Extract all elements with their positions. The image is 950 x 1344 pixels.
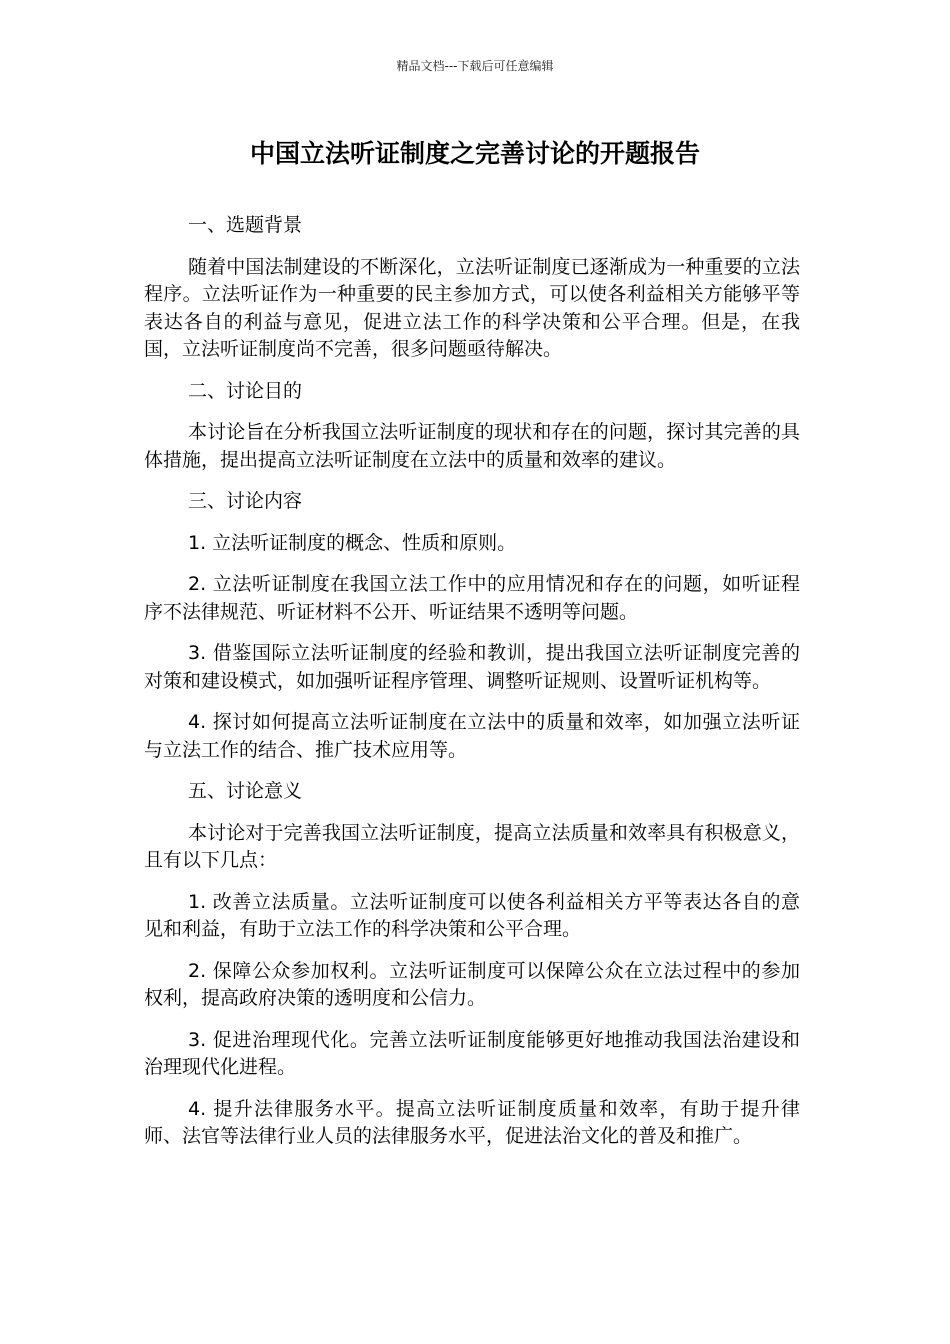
paragraph-purpose: 本讨论旨在分析我国立法听证制度的现状和存在的问题，探讨其完善的具体措施，提出提高立法听证制度在立法中的质量和效率的建议。 [144,421,800,471]
section-heading-background: 一、选题背景 [188,214,303,236]
significance-item-4: 4. 提升法律服务水平。提高立法听证制度质量和效率，有助于提升律师、法官等法律行业人员的法律服务水平，促进法治文化的普及和推广。 [144,1097,800,1147]
document-body [144,212,800,1165]
section-heading-content: 三、讨论内容 [188,490,303,512]
section-heading-significance: 五、讨论意义 [188,780,303,802]
content-item-4: 4. 探讨如何提高立法听证制度在立法中的质量和效率，如加强立法听证与立法工作的结合、推广技术应用等。 [144,711,800,761]
section-heading-purpose: 二、讨论目的 [188,379,303,402]
paragraph-significance: 本讨论对于完善我国立法听证制度，提高立法质量和效率具有积极意义，且有以下几点： [144,821,800,871]
document-title: 中国立法听证制度之完善讨论的开题报告 [249,139,700,168]
paragraph-background: 随着中国法制建设的不断深化，立法听证制度已逐渐成为一种重要的立法程序。立法听证作为一种重要的民主参加方式，可以使各利益相关方能够平等表达各自的利益与意见，促进立法工作的科学决策和公平合理。但是，在我国，立法听证制度尚不完善，很多问题亟待解决。 [144,255,800,360]
significance-item-3: 3. 促进治理现代化。完善立法听证制度能够更好地推动我国法治建设和治理现代化进程。 [144,1028,800,1078]
content-item-2: 2. 立法听证制度在我国立法工作中的应用情况和存在的问题，如听证程序不法律规范、听证材料不公开、听证结果不透明等问题。 [144,573,800,623]
significance-item-2: 2. 保障公众参加权利。立法听证制度可以保障公众在立法过程中的参加权利，提高政府决策的透明度和公信力。 [144,959,800,1009]
header-note: 精品文档---下载后可任意编辑 [396,59,554,73]
significance-item-1: 1. 改善立法质量。立法听证制度可以使各利益相关方平等表达各自的意见和利益，有助于立法工作的科学决策和公平合理。 [144,890,800,940]
content-item-1: 1. 立法听证制度的概念、性质和原则。 [188,531,517,554]
content-item-3: 3. 借鉴国际立法听证制度的经验和教训，提出我国立法听证制度完善的对策和建设模式，如加强听证程序管理、调整听证规则、设置听证机构等。 [144,642,800,692]
